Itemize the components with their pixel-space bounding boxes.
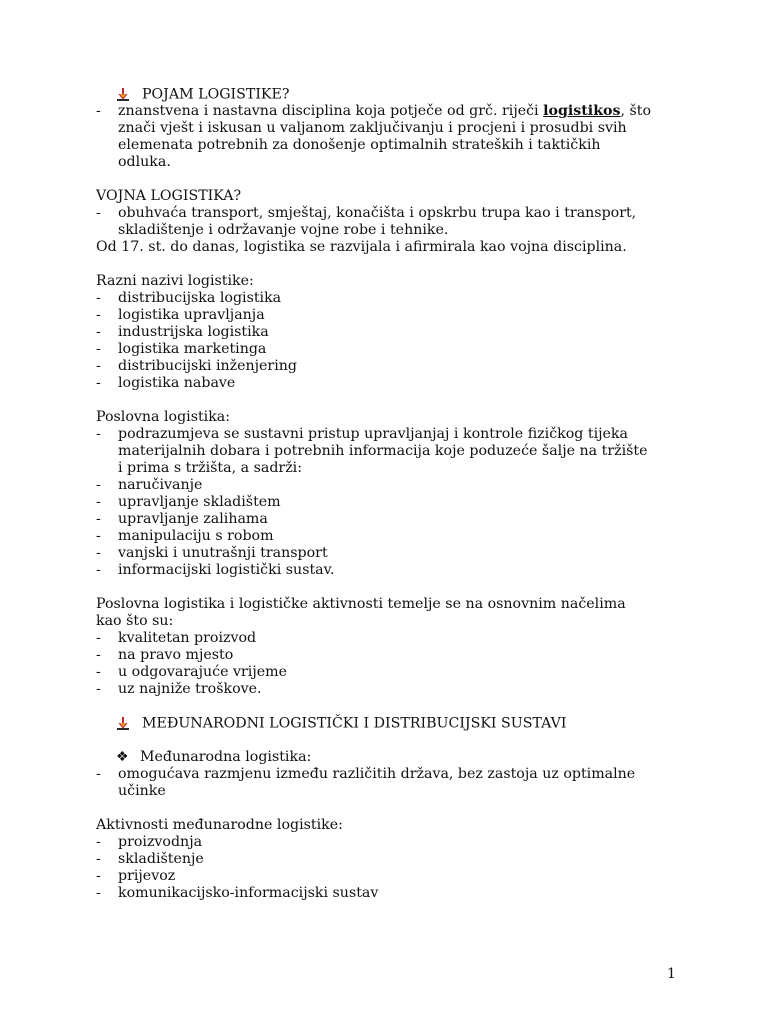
list-item: - logistika nabave xyxy=(96,375,236,391)
business-intro-cont: materijalnih dobara i potrebnih informacija koje poduzeće šalje na tržište xyxy=(118,443,648,459)
section-heading-text: MEĐUNARODNI LOGISTIČKI I DISTRIBUCIJSKI SUSTAVI xyxy=(142,715,567,732)
list-item: - vanjski i unutrašnji transport xyxy=(96,545,328,561)
definition-text-end: , što xyxy=(620,103,652,119)
desc-line-cont: učinke xyxy=(118,783,166,799)
list-item: - distribucijska logistika xyxy=(96,290,282,306)
keyword-logistikos: logistikos xyxy=(543,103,621,119)
document-body xyxy=(96,86,676,902)
list-item: - skladištenje xyxy=(96,851,204,867)
list-item: - u odgovarajuće vrijeme xyxy=(96,664,287,680)
military-heading: VOJNA LOGISTIKA? xyxy=(96,188,242,204)
list-item: - kvalitetan proizvod xyxy=(96,630,257,646)
military-line-cont: skladištenje i održavanje vojne robe i tehnike. xyxy=(118,222,449,238)
bullet-dash: - xyxy=(96,205,101,221)
principles-intro-cont: kao što su: xyxy=(96,613,174,629)
definition-line-cont: odluka. xyxy=(118,154,171,170)
list-item: - upravljanje skladištem xyxy=(96,494,281,510)
principles-intro: Poslovna logistika i logističke aktivnosti temelje se na osnovnim načelima xyxy=(96,596,626,612)
list-item: - logistika upravljanja xyxy=(96,307,265,323)
page-number: 1 xyxy=(667,966,676,982)
list-item: - informacijski logistički sustav. xyxy=(96,562,335,578)
subheading-medunarodna xyxy=(96,749,676,766)
names-heading: Razni nazivi logistike: xyxy=(96,273,254,289)
military-line xyxy=(96,205,676,222)
definition-line xyxy=(96,103,676,120)
definition-line-cont: elemenata potrebnih za donošenje optimalnih strateških i taktičkih xyxy=(118,137,601,153)
list-item: - prijevoz xyxy=(96,868,176,884)
list-item: - manipulaciju s robom xyxy=(96,528,274,544)
list-item: - na pravo mjesto xyxy=(96,647,234,663)
arrow-bullet-icon xyxy=(116,86,142,103)
military-history: Od 17. st. do danas, logistika se razvijala i afirmirala kao vojna disciplina. xyxy=(96,239,627,255)
arrow-bullet-icon xyxy=(116,715,142,732)
list-item: - uz najniže troškove. xyxy=(96,681,262,697)
business-intro-cont: i prima s tržišta, a sadrži: xyxy=(118,460,302,476)
list-item: - industrijska logistika xyxy=(96,324,269,340)
business-heading: Poslovna logistika: xyxy=(96,409,231,425)
list-item: - upravljanje zalihama xyxy=(96,511,268,527)
definition-line-cont: znači vješt i iskusan u valjanom zaključivanju i procjeni i prosudbi svih xyxy=(118,120,627,136)
list-item: - naručivanje xyxy=(96,477,203,493)
list-item: - komunikacijsko-informacijski sustav xyxy=(96,885,379,901)
bullet-dash: - xyxy=(96,103,101,119)
activities-heading: Aktivnosti međunarodne logistike: xyxy=(96,817,343,833)
business-intro-line: - podrazumjeva se sustavni pristup upravljanjaj i kontrole fizičkog tijeka xyxy=(96,426,628,442)
diamond-bullet-icon: ❖ xyxy=(116,749,129,765)
list-item: - logistika marketinga xyxy=(96,341,267,357)
definition-text: znanstvena i nastavna disciplina koja potječe od grč. riječi xyxy=(118,103,544,119)
list-item: - proizvodnja xyxy=(96,834,203,850)
desc-line: - omogućava razmjenu između različitih država, bez zastoja uz optimalne xyxy=(96,766,636,782)
list-item: - distribucijski inženjering xyxy=(96,358,297,374)
section-heading-medunarodni xyxy=(96,715,676,732)
subheading-text: Međunarodna logistika: xyxy=(140,749,312,765)
section-heading-pojam xyxy=(96,86,676,103)
section-heading-text: POJAM LOGISTIKE? xyxy=(142,86,290,103)
military-text: obuhvaća transport, smještaj, konačišta i opskrbu trupa kao i transport, xyxy=(118,205,637,221)
